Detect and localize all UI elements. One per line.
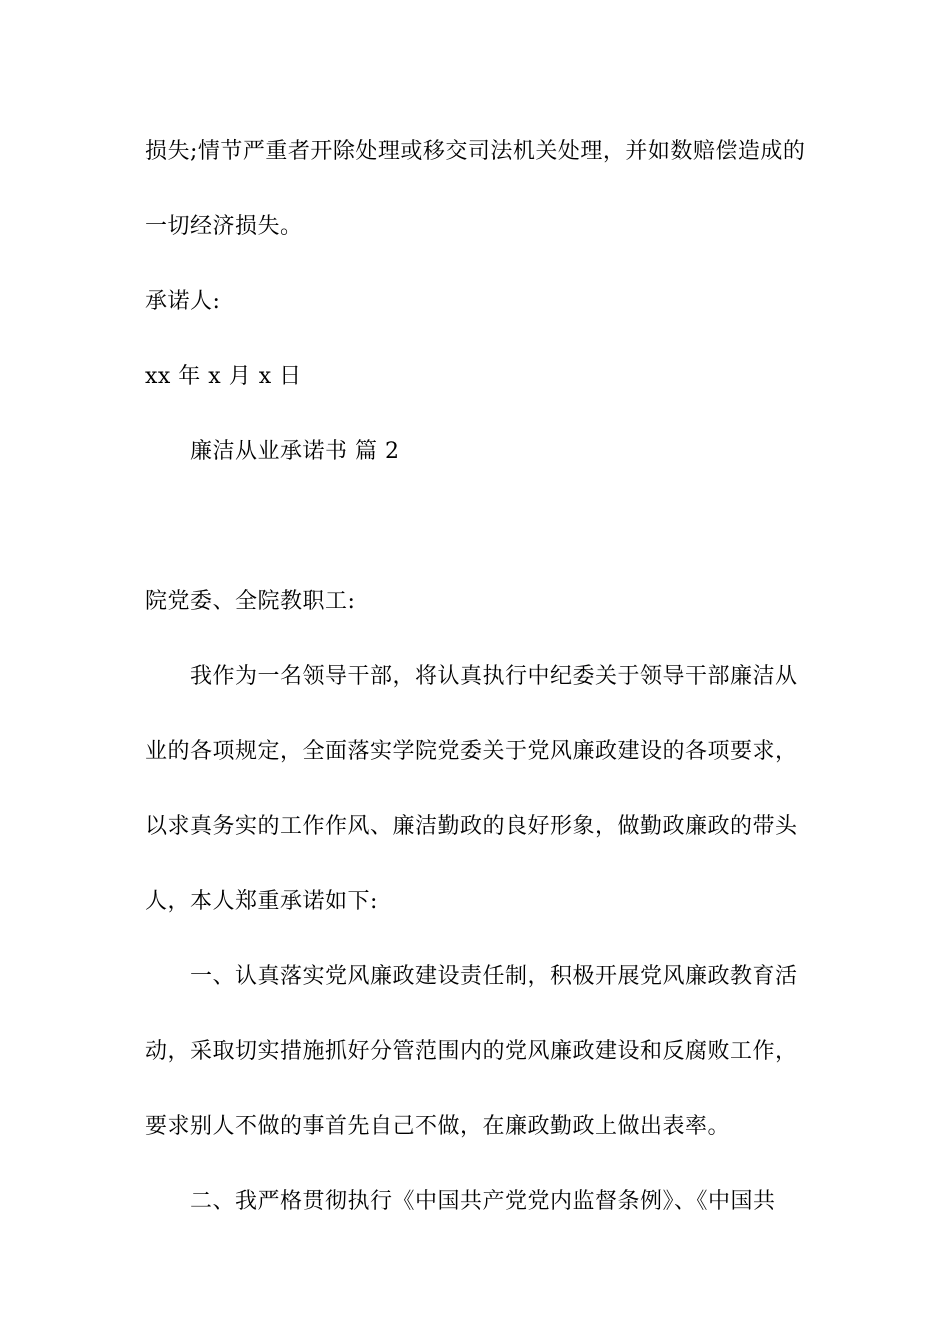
paragraph-line: 业的各项规定，全面落实学院党委关于党风廉政建设的各项要求， [145,739,798,764]
paragraph-line: 要求别人不做的事首先自己不做，在廉政勤政上做出表率。 [145,1114,731,1139]
paragraph-line: 一、认真落实党风廉政建设责任制，积极开展党风廉政教育活 [190,964,798,989]
signature-label: 承诺人: [145,289,221,314]
paragraph-line: 我作为一名领导干部，将认真执行中纪委关于领导干部廉洁从 [190,664,798,689]
paragraph-line: 人，本人郑重承诺如下: [145,889,378,914]
paragraph-line: 动，采取切实措施抓好分管范围内的党风廉政建设和反腐败工作， [145,1039,798,1064]
paragraph-line: 二、我严格贯彻执行《中国共产党党内监督条例》、《中国共 [190,1189,776,1214]
section-heading: 廉洁从业承诺书 篇 2 [190,439,400,464]
paragraph-line: 以求真务实的工作作风、廉洁勤政的良好形象，做勤政廉政的带头 [145,814,798,839]
paragraph-line: 损失;情节严重者开除处理或移交司法机关处理，并如数赔偿造成的 [145,139,806,164]
salutation: 院党委、全院教职工: [145,589,356,614]
date-line: xx 年 x 月 x 日 [145,364,302,389]
paragraph-line: 一切经济损失。 [145,214,303,239]
